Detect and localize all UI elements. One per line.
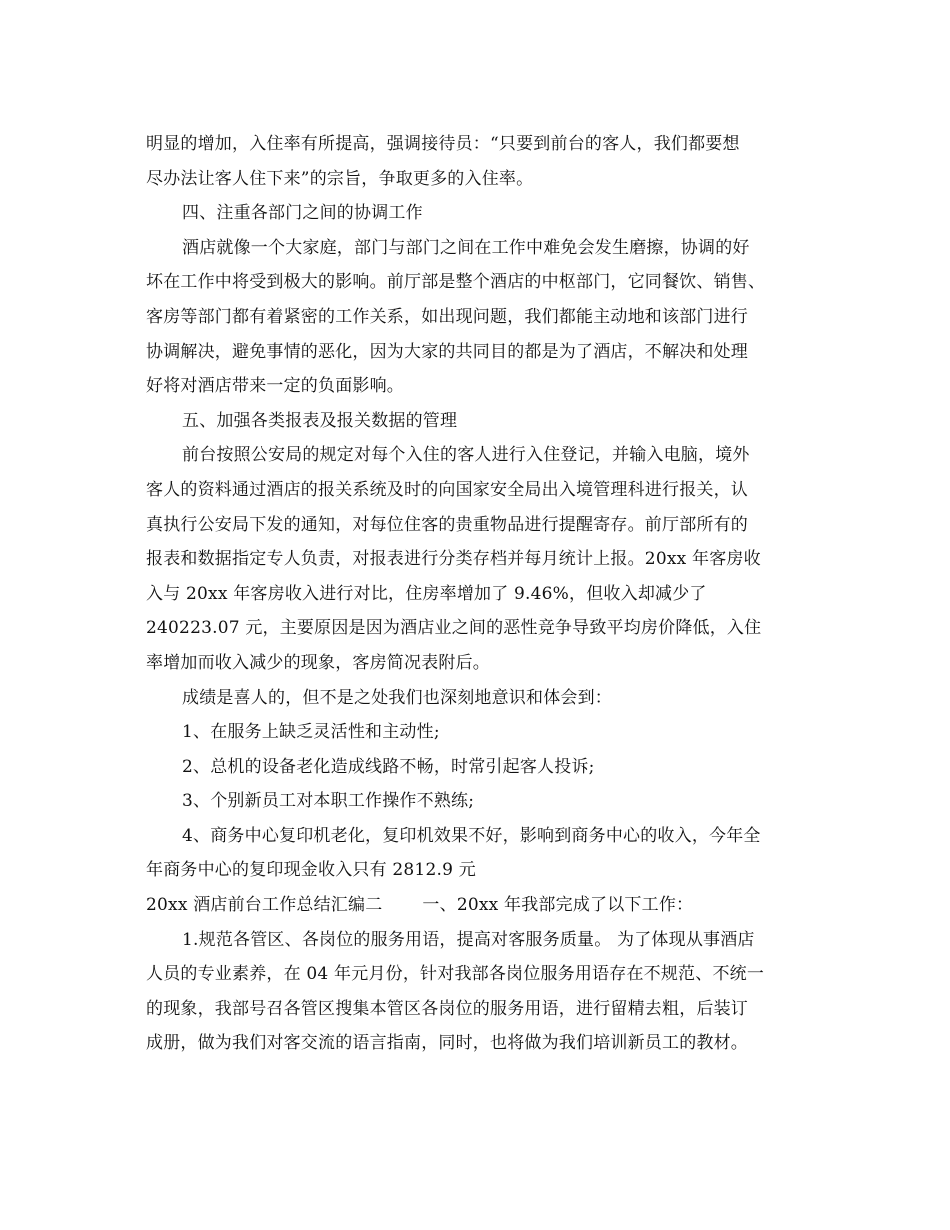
text-line: 协调解决，避免事情的恶化，因为大家的共同目的都是为了酒店，不解决和处理	[146, 341, 748, 362]
section-heading: 一、20xx 年我部完成了以下工作：	[422, 895, 694, 916]
text-line: 酒店就像一个大家庭，部门与部门之间在工作中难免会发生磨擦，协调的好	[182, 237, 750, 258]
text-line: 1.规范各管区、各岗位的服务用语，提高对客服务质量。 为了体现从事酒店	[182, 929, 755, 950]
text-line: 客房等部门都有着紧密的工作关系，如出现问题，我们都能主动地和该部门进行	[146, 306, 748, 327]
text-line: 坏在工作中将受到极大的影响。前厅部是整个酒店的中枢部门，它同餐饮、销售、	[146, 272, 766, 293]
section-heading: 五、加强各类报表及报关数据的管理	[182, 410, 458, 431]
text-line: 客人的资料通过酒店的报关系统及时的向国家安全局出入境管理科进行报关，认	[146, 479, 748, 500]
document-title: 20xx 酒店前台工作总结汇编二	[146, 895, 383, 916]
text-line: 明显的增加，入住率有所提高，强调接待员：“只要到前台的客人，我们都要想	[146, 134, 740, 154]
section-heading: 四、注重各部门之间的协调工作	[182, 203, 423, 224]
text-line: 前台按照公安局的规定对每个入住的客人进行入住登记，并输入电脑，境外	[182, 445, 750, 466]
text-line: 报表和数据指定专人负责，对报表进行分类存档并每月统计上报。20xx 年客房收	[146, 549, 761, 570]
document-body	[146, 127, 810, 1061]
text-line: 的现象，我部号召各管区搜集本管区各岗位的服务用语，进行留精去粗，后装订	[146, 998, 748, 1019]
list-item: 2、总机的设备老化造成线路不畅，时常引起客人投诉;	[182, 756, 595, 777]
text-line: 240223.07 元，主要原因是因为酒店业之间的恶性竞争导致平均房价降低，入住	[146, 618, 762, 639]
text-line: 尽办法让客人住下来”的宗旨，争取更多的入住率。	[146, 168, 534, 189]
text-line: 成册，做为我们对客交流的语言指南，同时，也将做为我们培训新员工的教材。	[146, 1033, 748, 1054]
list-item: 1、在服务上缺乏灵活性和主动性;	[182, 722, 440, 743]
text-line: 成绩是喜人的，但不是之处我们也深刻地意识和体会到：	[182, 687, 612, 708]
list-item: 4、商务中心复印机老化，复印机效果不好，影响到商务中心的收入，今年全	[182, 825, 761, 846]
text-line: 人员的专业素养，在 04 年元月份，针对我部各岗位服务用语存在不规范、不统一	[146, 964, 765, 985]
list-item: 3、个别新员工对本职工作操作不熟练;	[182, 791, 475, 812]
text-line: 年商务中心的复印现金收入只有 2812.9 元	[146, 860, 476, 881]
text-line: 入与 20xx 年客房收入进行对比，住房率增加了 9.46%，但收入却减少了	[146, 583, 707, 604]
text-line: 真执行公安局下发的通知，对每位住客的贵重物品进行提醒寄存。前厅部所有的	[146, 514, 748, 535]
document-title-line	[146, 888, 810, 923]
text-line: 率增加而收入减少的现象，客房简况表附后。	[146, 652, 490, 673]
text-line: 好将对酒店带来一定的负面影响。	[146, 376, 404, 397]
